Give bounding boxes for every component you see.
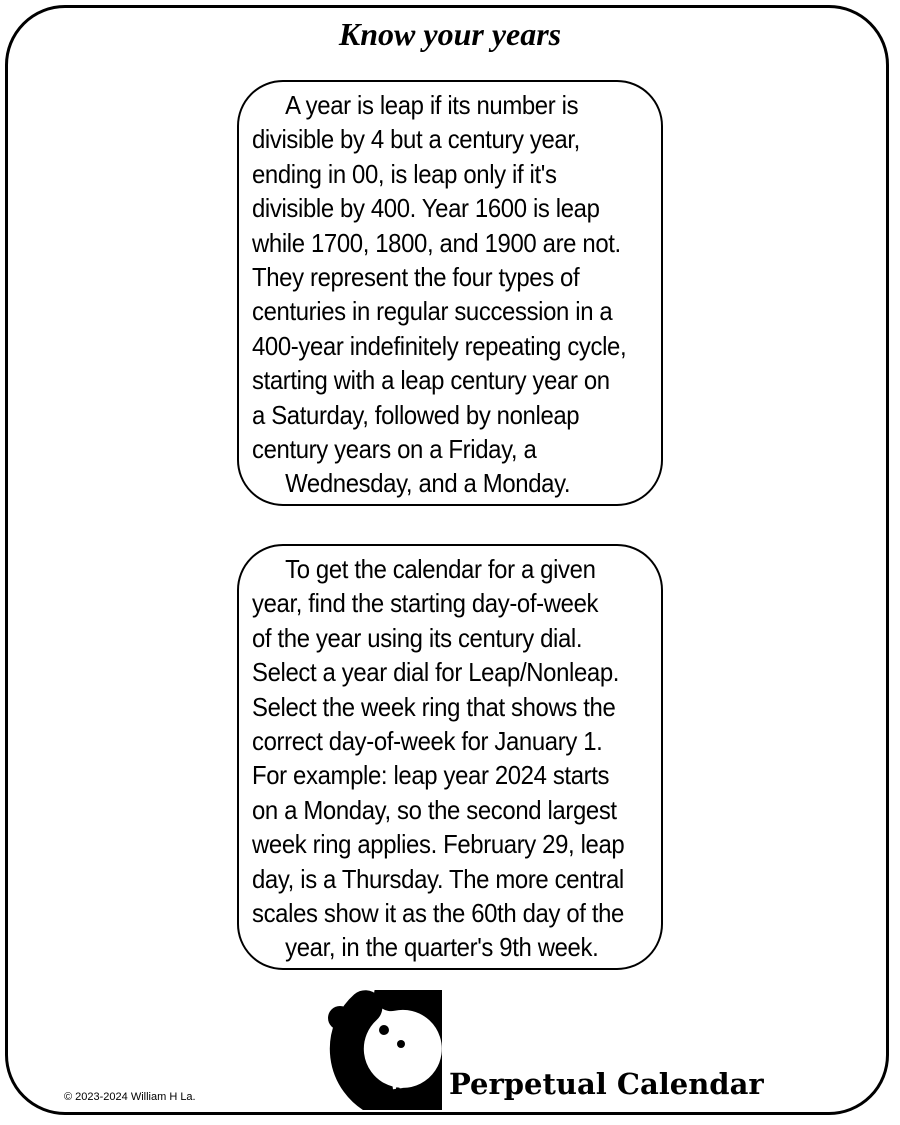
text-line: on a Monday, so the second largest	[252, 794, 617, 825]
text-line: of the year using its century dial.	[252, 622, 583, 653]
text-line: They represent the four types of	[252, 262, 580, 293]
text-line: a Saturday, followed by nonleap	[252, 399, 580, 430]
text-line: For example: leap year 2024 starts	[252, 760, 610, 791]
svg-text:SPIRIFORM	[387, 1009, 433, 1092]
text-box-how-to-use	[237, 544, 663, 970]
brand-title: Perpetual Calendar	[449, 1067, 764, 1101]
text-line: century years on a Friday, a	[252, 434, 537, 465]
text-line: divisible by 400. Year 1600 is leap	[252, 193, 600, 224]
text-line: divisible by 4 but a century year,	[252, 124, 580, 155]
text-line: centuries in regular succession in a	[252, 296, 613, 327]
text-line: year, find the starting day-of-week	[252, 588, 599, 619]
text-box-leap-rules	[237, 80, 663, 506]
text-line: Select the week ring that shows the	[252, 691, 616, 722]
text-line: correct day-of-week for January 1.	[252, 726, 603, 757]
text-line: starting with a leap century year on	[252, 365, 610, 396]
text-line: scales show it as the 60th day of the	[252, 898, 624, 929]
text-line: day, is a Thursday. The more central	[252, 863, 624, 894]
copyright-notice: © 2023-2024 William H La.	[64, 1091, 196, 1103]
text-line: Wednesday, and a Monday.	[285, 468, 571, 499]
text-line: while 1700, 1800, and 1900 are not.	[252, 227, 621, 258]
page-title: Know your years	[338, 16, 562, 52]
spiriform-logo-icon	[322, 990, 442, 1110]
text-line: Select a year dial for Leap/Nonleap.	[252, 657, 620, 688]
text-line: 400-year indefinitely repeating cycle,	[252, 330, 627, 361]
text-line: ending in 00, is leap only if it's	[252, 158, 557, 189]
text-line: To get the calendar for a given	[285, 554, 596, 584]
leap-rules-paragraph	[252, 88, 652, 501]
logo-text: SPIRIFORM	[386, 1009, 433, 1093]
how-to-use-paragraph	[252, 552, 652, 965]
text-line: year, in the quarter's 9th week.	[285, 932, 599, 963]
text-line: week ring applies. February 29, leap	[252, 829, 625, 860]
text-line: A year is leap if its number is	[285, 90, 579, 120]
